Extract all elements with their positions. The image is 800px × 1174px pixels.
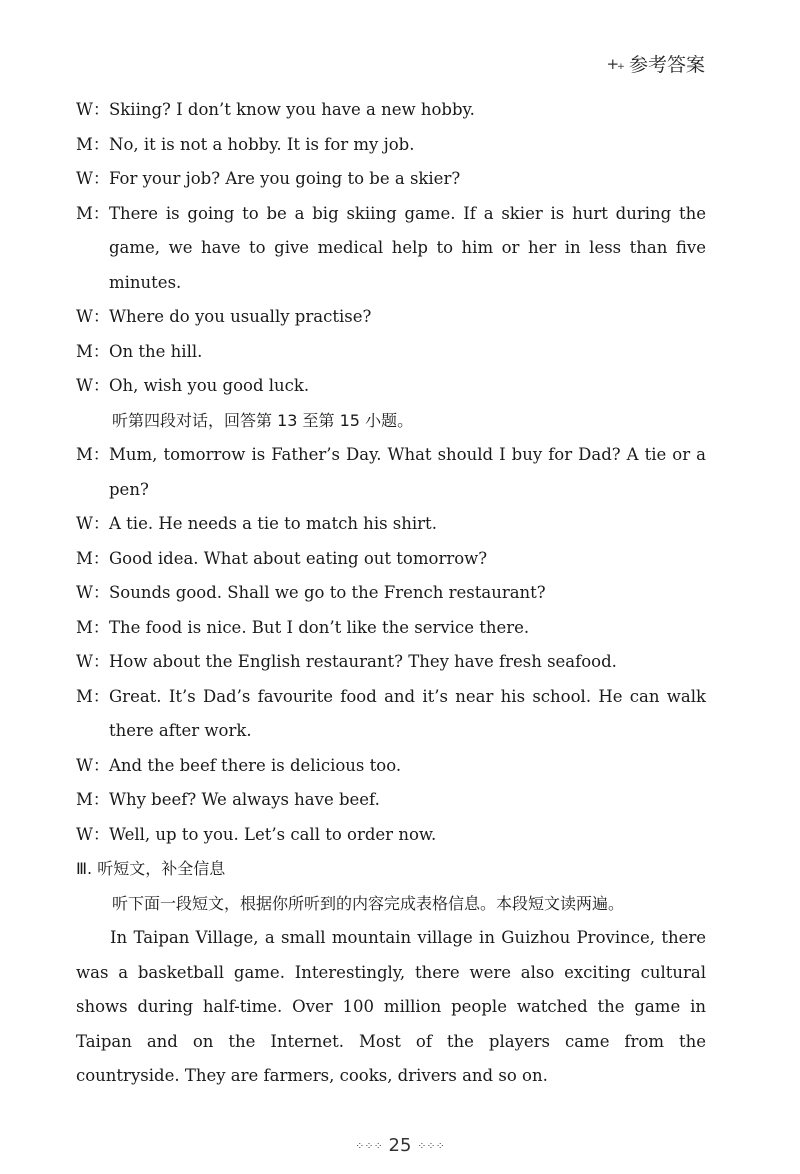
dialogue-text: A tie. He needs a tie to match his shirt. [109,514,437,533]
dialogue-text: Great. It’s Dad’s favourite food and it’s near his school. He can walk there after work. [109,686,706,740]
dialogue-text: Good idea. What about eating out tomorrow? [109,548,488,568]
listening-passage: In Taipan Village, a small mountain village in Guizhou Province, there was a basketball game. Interestingly, there were also exciting cultural shows during half-time. Over 100 million people watched the game in Taipan and on the Internet. Most of the players came from the countryside. They are farmers, cooks, drivers and so on. [76,928,706,1085]
dialogue-line [76,162,706,197]
dialogue-line [76,507,706,542]
page-header [606,50,705,77]
dialogue-line [76,128,706,163]
speaker-label: M： [76,445,110,464]
dialogue-line [76,611,706,646]
dialogue-text: On the hill. [109,341,203,361]
dialogue-line [76,542,706,577]
dialogue-text: Well, up to you. Let’s call to order now. [109,824,437,844]
sparkle-icon: +₊ [606,54,623,73]
dialogue-text: No, it is not a hobby. It is for my job. [109,134,415,154]
dialogue-text: The food is nice. But I don’t like the service there. [109,617,530,637]
speaker-label: W： [76,100,110,119]
section-instruction-text: 听下面一段短文，根据你所听到的内容完成表格信息。本段短文读两遍。 [112,893,625,913]
page-content [76,93,706,1094]
instruction-text: 听第四段对话，回答第 13 至第 15 小题。 [112,410,414,430]
dialogue-line [76,335,706,370]
page-footer [0,1135,800,1156]
dialogue-line [76,783,706,818]
section-instruction [76,887,706,922]
dialogue-text: Oh, wish you good luck. [109,376,310,395]
dialogue-text: And the beef there is delicious too. [109,755,402,775]
speaker-label: W： [76,755,110,775]
speaker-label: W： [76,652,110,671]
dialogue-line [76,576,706,611]
dialogue-line [76,197,706,301]
speaker-label: M： [76,617,110,637]
dialogue-line [76,680,706,749]
speaker-label: M： [76,548,110,568]
dialogue-line [76,93,706,128]
dialogue-instruction [76,404,706,439]
speaker-label: W： [76,169,110,188]
dialogue-text: For your job? Are you going to be a skier? [109,169,461,188]
dialogue-text: How about the English restaurant? They have fresh seafood. [109,652,617,671]
speaker-label: M： [76,790,110,809]
dialogue-text: Skiing? I don’t know you have a new hobby. [109,100,475,119]
speaker-label: M： [76,134,110,154]
dialogue-text: There is going to be a big skiing game. If a skier is hurt during the game, we have to give medical help to him or her in less than five minutes. [109,203,706,292]
speaker-label: W： [76,583,110,602]
dots-decoration-right-icon: ⁘⁘⁘ [417,1139,445,1153]
speaker-label: M： [76,686,110,706]
speaker-label: W： [76,376,110,395]
dialogue-line [76,369,706,404]
dialogue-text: Sounds good. Shall we go to the French restaurant? [109,583,546,602]
speaker-label: W： [76,824,110,844]
section-title: Ⅲ. 听短文，补全信息 [76,859,226,878]
dialogue-text: Mum, tomorrow is Father’s Day. What should I buy for Dad? A tie or a pen? [109,445,706,499]
dots-decoration-left-icon: ⁘⁘⁘ [355,1139,383,1153]
dialogue-line [76,749,706,784]
dialogue-line [76,818,706,853]
dialogue-line [76,300,706,335]
speaker-label: W： [76,514,110,533]
speaker-label: M： [76,341,110,361]
page-number: 25 [388,1135,412,1156]
dialogue-text: Why beef? We always have beef. [109,790,380,809]
dialogue-line [76,438,706,507]
dialogue-line [76,645,706,680]
header-label: 参考答案 [628,54,705,76]
speaker-label: M： [76,203,110,223]
dialogue-text: Where do you usually practise? [109,307,372,326]
speaker-label: W： [76,307,110,326]
